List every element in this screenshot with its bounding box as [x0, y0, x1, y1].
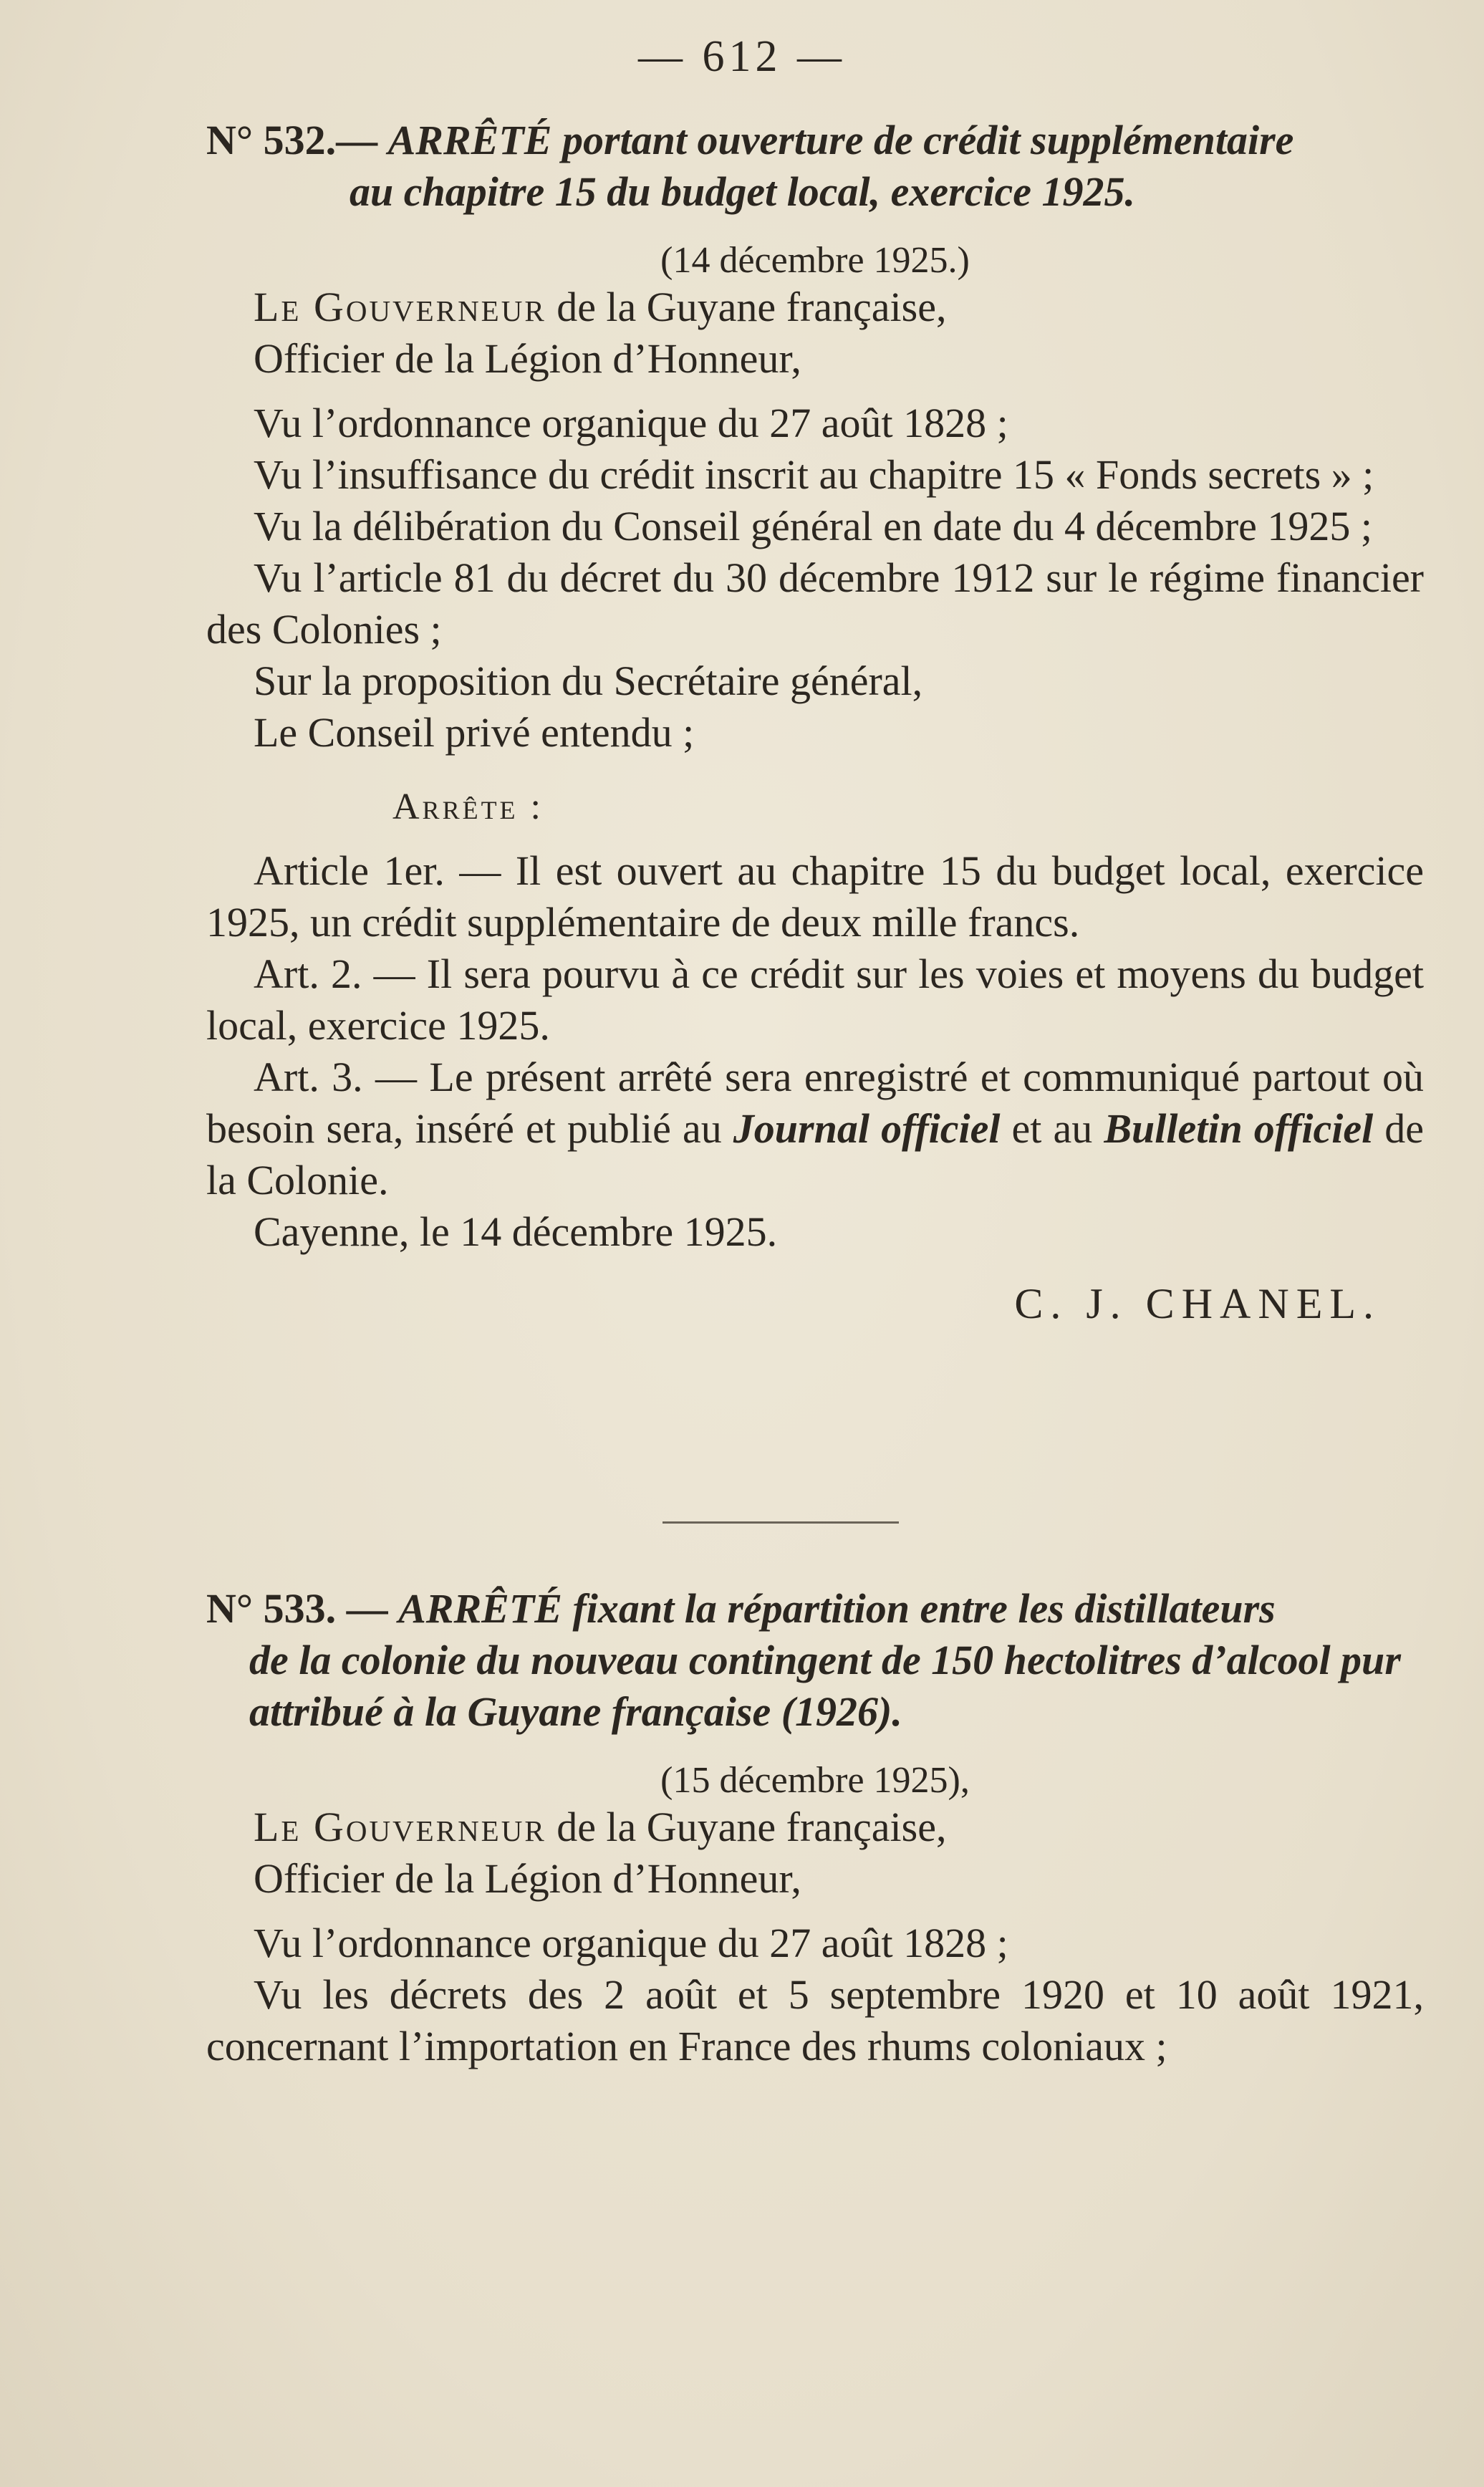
decree-532-article-3: [206, 1052, 1424, 1206]
decree-532-article-2: Art. 2. — Il sera pourvu à ce crédit sur les voies et moyens du budget local, exercice 1925.: [206, 951, 1424, 1049]
decree-532-article-3-text-b: et au: [1000, 1105, 1104, 1152]
decree-532-vu-article: Vu l’article 81 du décret du 30 décembre 1912 sur le régime financier des Colonies ;: [206, 554, 1424, 653]
decree-532: [206, 115, 1424, 1329]
decree-532-signature: C. J. CHANEL.: [1014, 1280, 1381, 1327]
decree-532-proposition: Sur la proposition du Secrétaire général,: [254, 658, 923, 704]
decree-533-governor-title: Le Gouverneur: [254, 1804, 546, 1850]
decree-532-title-line2: au chapitre 15 du budget local, exercice 1925.: [350, 168, 1136, 215]
decree-533-governor-rest: de la Guyane française,: [546, 1804, 947, 1850]
decree-532-vu-ordonnance: Vu l’ordonnance organique du 27 août 1828 ;: [254, 400, 1008, 446]
decree-532-governor-title: Le Gouverneur: [254, 284, 546, 330]
decree-533-title-line2: de la colonie du nouveau contingent de 150 hectolitres d’alcool pur attribué à la Guyane française (1926).: [249, 1637, 1401, 1735]
decree-532-article-1: Article 1er. — Il est ouvert au chapitre 15 du budget local, exercice 1925, un crédit supplémentaire de deux mille francs.: [206, 847, 1424, 946]
decree-532-title: [206, 115, 1424, 218]
decree-533-officer: Officier de la Légion d’Honneur,: [254, 1855, 801, 1902]
decree-532-title-line1: ARRÊTÉ portant ouverture de crédit supplémentaire: [387, 117, 1294, 163]
section-divider: [662, 1521, 899, 1524]
decree-532-vu-insuffisance: Vu l’insuffisance du crédit inscrit au chapitre 15 « Fonds secrets » ;: [254, 451, 1374, 498]
decree-533-vu-decrets: Vu les décrets des 2 août et 5 septembre 1920 et 10 août 1921, concernant l’importation en France des rhums coloniaux ;: [206, 1971, 1424, 2069]
decree-533-governor: [206, 1801, 1424, 1853]
decree-533-number: N° 533. —: [206, 1585, 388, 1632]
decree-532-date: (14 décembre 1925.): [660, 240, 970, 281]
decree-532-vu-deliberation: Vu la délibération du Conseil général en date du 4 décembre 1925 ;: [254, 503, 1373, 549]
decree-532-conseil: Le Conseil privé entendu ;: [254, 709, 695, 756]
decree-533: [206, 1583, 1424, 2072]
decree-532-number: N° 532.—: [206, 117, 378, 163]
decree-532-governor-rest: de la Guyane française,: [546, 284, 947, 330]
decree-532-place-date: Cayenne, le 14 décembre 1925.: [254, 1208, 778, 1255]
decree-533-title-line1: ARRÊTÉ fixant la répartition entre les distillateurs: [398, 1585, 1276, 1632]
page-number: — 612 —: [638, 32, 846, 81]
decree-533-date: (15 décembre 1925),: [660, 1760, 970, 1801]
decree-532-bulletin-officiel: Bulletin officiel: [1104, 1105, 1374, 1152]
decree-532-journal-officiel: Journal officiel: [733, 1105, 1001, 1152]
decree-532-article-3-text-c: de la Colonie.: [206, 1105, 1425, 1203]
decree-532-article-3-text-a: Art. 3. — Le présent arrêté sera enregistré et communiqué partout où besoin sera, inséré et publié au: [206, 1054, 1424, 1152]
decree-532-arrete-heading: Arrête :: [392, 786, 544, 827]
decree-533-title: [206, 1583, 1424, 1738]
decree-532-governor: [206, 282, 1424, 333]
decree-533-vu-ordonnance: Vu l’ordonnance organique du 27 août 1828 ;: [254, 1920, 1008, 1966]
decree-532-officer: Officier de la Légion d’Honneur,: [254, 335, 801, 382]
